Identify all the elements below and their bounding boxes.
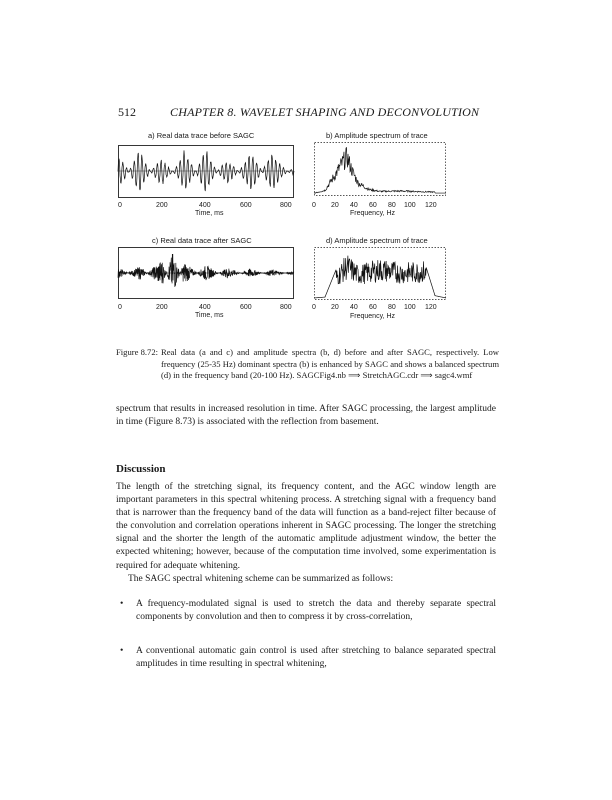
- panel-d-xtick: 100: [404, 304, 416, 311]
- panel-d-xlabel: Frequency, Hz: [350, 313, 395, 320]
- bullet-item-text: A conventional automatic gain control is used after stretching to balance separated spectral amplitudes in time resulting in spectral whitening,: [136, 646, 496, 670]
- panel-b-xtick: 40: [350, 202, 358, 209]
- bullet-dot-icon: •: [120, 646, 124, 656]
- panel-b-xlabel: Frequency, Hz: [350, 210, 395, 217]
- panel-d-xtick: 120: [425, 304, 437, 311]
- panel-b-xtick: 80: [388, 202, 396, 209]
- body-paragraph-1: spectrum that results in increased resolution in time. After SAGC processing, the largest amplitude in time (Figure 8.73) is associated with the reflection from basement.: [116, 404, 496, 428]
- panel-a-xtick: 200: [156, 202, 168, 209]
- body-paragraph-3: The SAGC spectral whitening scheme can be summarized as follows:: [128, 574, 394, 584]
- panel-c-title: c) Real data trace after SAGC: [152, 236, 252, 245]
- figure-caption-text: Real data (a and c) and amplitude spectra (b, d) before and after SAGC, respectively. Low frequency (25-35 Hz) dominant spectra (b) is enhanced by SAGC and shows a balanced spectrum (d) in the frequency band (20-100 Hz). SAGCFig4.nb ⟹ StretchAGC.cdr ⟹ sagc4.wmf: [161, 347, 499, 381]
- page-number: 512: [118, 105, 136, 119]
- panel-d-title: d) Amplitude spectrum of trace: [326, 236, 428, 245]
- bullet-item-text: A frequency-modulated signal is used to stretch the data and thereby separate spectral components by convolution and then to compress it by cross-correlation,: [136, 599, 496, 623]
- panel-d-xtick: 20: [331, 304, 339, 311]
- panel-d-xtick: 80: [388, 304, 396, 311]
- panel-b-spectrum-plot: [314, 142, 446, 196]
- panel-c-xtick: 400: [199, 304, 211, 311]
- panel-b-xtick: 120: [425, 202, 437, 209]
- bullet-dot-icon: •: [120, 599, 124, 609]
- panel-b-frame: [315, 143, 446, 196]
- panel-d-xtick: 60: [369, 304, 377, 311]
- panel-c-trace-line: [118, 254, 294, 287]
- panel-b-xtick: 60: [369, 202, 377, 209]
- panel-c-xtick: 600: [240, 304, 252, 311]
- panel-b-title: b) Amplitude spectrum of trace: [326, 131, 428, 140]
- body-paragraph-2: The length of the stretching signal, its frequency content, and the AGC window length are important parameters in this spectral whitening process. A stretching signal with a frequency band that is narrower than the frequency band of the data will function as a band-reject filter because of the convolution and correlation operations inherent in SAGC processing. The longer the stretching signal and the shorter the length of the automatic amplitude adjustment window, the better the expected whitening; however, because of the computation time involved, some experimentation is required for adequate whitening.: [116, 482, 496, 571]
- panel-d-xtick: 0: [312, 304, 316, 311]
- panel-d-xtick: 40: [350, 304, 358, 311]
- panel-a-xtick: 600: [240, 202, 252, 209]
- panel-c-trace-plot: [118, 247, 294, 299]
- panel-a-xtick: 0: [118, 202, 122, 209]
- section-heading: Discussion: [116, 463, 166, 475]
- panel-a-xlabel: Time, ms: [195, 210, 224, 217]
- panel-a-xtick: 400: [199, 202, 211, 209]
- panel-c-xtick: 200: [156, 304, 168, 311]
- panel-b-xtick: 100: [404, 202, 416, 209]
- figure-caption-label: Figure 8.72:: [116, 347, 159, 357]
- panel-a-xtick: 800: [280, 202, 292, 209]
- panel-c-xtick: 0: [118, 304, 122, 311]
- panel-d-spectrum-line: [314, 256, 446, 298]
- panel-a-trace-plot: [118, 145, 294, 198]
- chapter-title: CHAPTER 8. WAVELET SHAPING AND DECONVOLUTION: [170, 105, 480, 119]
- panel-a-trace-line: [118, 150, 294, 190]
- panel-b-xtick: 20: [331, 202, 339, 209]
- panel-d-spectrum-plot: [314, 247, 446, 300]
- panel-c-xlabel: Time, ms: [195, 312, 224, 319]
- panel-b-xtick: 0: [312, 202, 316, 209]
- panel-c-xtick: 800: [280, 304, 292, 311]
- panel-a-title: a) Real data trace before SAGC: [148, 131, 255, 140]
- panel-b-spectrum-line: [314, 147, 446, 193]
